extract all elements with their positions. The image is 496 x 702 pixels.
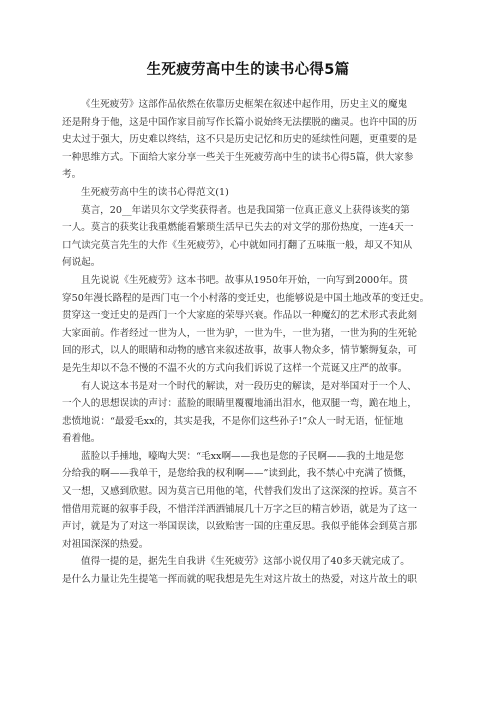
- paragraph-line: 何说起。: [62, 257, 101, 269]
- paragraph-line: 口气读完莫言先生的大作《生死疲劳》，心中就如同打翻了五味瓶一般，却又不知从: [62, 239, 413, 251]
- paragraph-line: 惜借用荒诞的叙事手段，不惜洋洋洒洒铺展几十万字之巨的精言妙语，就是为了这一: [62, 503, 417, 515]
- paragraph-line: 是先生却以不急不慢的不温不火的方式向我们诉说了这样一个荒诞又庄严的故事。: [62, 362, 408, 374]
- document-body: [62, 96, 438, 589]
- paragraph-line: 悲愤地说：“最爱毛xx的，其实是我，不是你们这些孙子!”众人一时无语，怔怔地: [62, 415, 404, 427]
- section-heading: 生死疲劳高中生的读书心得范文(1): [81, 186, 229, 198]
- paragraph-line: 《生死疲劳》这部作品依然在依靠历史框架在叙述中起作用，历史主义的魔鬼: [81, 99, 408, 110]
- paragraph-line: 还是附身于他，这是中国作家目前写作长篇小说始终无法摆脱的幽灵。也许中国的历: [62, 116, 417, 128]
- paragraph-line: 莫言，20__年诺贝尔文学奖获得者。也是我国第一位真正意义上获得该奖的第: [81, 204, 410, 216]
- paragraph-line: 声讨，就是为了对这一举国误读，以致贻害一国的庄重反思。我似乎能体会到莫言那: [62, 521, 417, 533]
- paragraph-line: 贯穿这一变迁史的是西门一个大家庭的荣辱兴衰。作品以一种魔幻的艺术形式表此刻: [62, 310, 417, 322]
- paragraph-line: 且先说说《生死疲劳》这本书吧。故事从1950年开始，一向写到2000年。贯: [81, 274, 409, 286]
- paragraph-line: 是什么力量让先生提笔一挥而就的呢我想是先生对这片故土的热爱，对这片故土的职: [62, 574, 417, 586]
- paragraph-line: 有人说这本书是对一个时代的解读，对一段历史的解读，是对举国对于一个人、: [81, 380, 417, 392]
- paragraph-line: 看着他。: [62, 433, 101, 445]
- paragraph-line: 一个人的思想误读的声讨：蓝脸的眼睛里覆覆地涌出泪水，他双腿一弯，跪在地上，: [62, 398, 417, 410]
- paragraph-line: 值得一提的是，据先生自我讲《生死疲劳》这部小说仅用了40多天就完成了。: [81, 556, 410, 568]
- document-title: 生死疲劳高中生的读书心得5篇: [146, 62, 350, 78]
- paragraph-line: 分给我的啊——我单干，是您给我的权利啊——”读到此，我不禁心中充满了愤慨，: [62, 468, 413, 480]
- paragraph-line: 穿50年漫长路程的是西门屯一个小村落的变迁史，也能够说是中国土地改革的变迁史。: [62, 292, 430, 304]
- paragraph-line: 一人。莫言的获奖让我重燃能看繁琐生活早已失去的对文学的那份热度，一连4天一: [62, 222, 414, 234]
- paragraph-line: 对祖国深深的热爱。: [62, 538, 149, 550]
- paragraph-line: 回的形式，以人的眼睛和动物的感官来叙述故事，故事人物众多，情节繁缛复杂，可: [62, 345, 417, 357]
- paragraph-line: 考。: [62, 169, 82, 181]
- paragraph-line: 大家面前。作者经过一世为人，一世为驴，一世为牛，一世为猪，一世为狗的生死轮: [62, 327, 417, 339]
- paragraph-line: 又一想，又感到欣慰。因为莫言已用他的笔，代替我们发出了这深深的控诉。莫言不: [62, 486, 417, 498]
- paragraph-line: 一种思维方式。下面给大家分享一些关于生死疲劳高中生的读书心得5篇，供大家参: [62, 151, 414, 163]
- paragraph-line: 蓝脸以手捶地，嚎啕大哭：“毛xx啊——我也是您的子民啊——我的土地是您: [81, 450, 404, 462]
- paragraph-line: 史太过于强大，历史难以终结，这不只是历史记忆和历史的延续性问题，更重要的是: [62, 134, 417, 146]
